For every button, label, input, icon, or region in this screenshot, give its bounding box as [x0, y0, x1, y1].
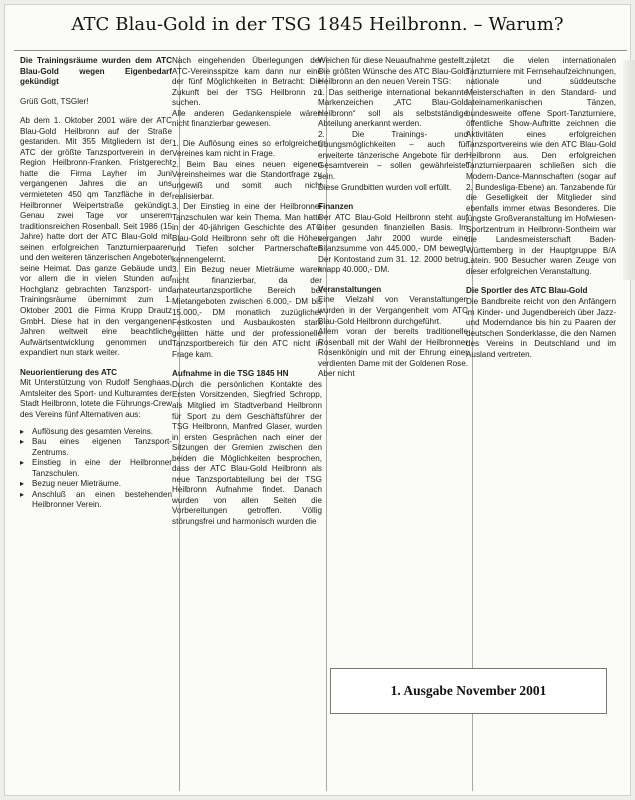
col2-item-2: 2. Beim Bau eines neuen eigenen Vereinsheimes war die Standortfrage zu ungewiß und somit auch nicht realisierbar. [172, 159, 322, 201]
col4-paragraph-2: Die Bandbreite reicht von den Anfängern im Kinder- und Jugendbereich über Jazz- und Moderndance bis hin zu Paaren der deutschen Sonderklasse, die den Namen des Vereins in Deutschland und im Ausland vertreten. [466, 297, 616, 359]
col2-item-3: 3. Der Einstieg in eine der Heilbronner Tanzschulen war kein Thema. Man hatte in der 40-jährigen Geschichte des ATC Blau-Gold Heilbronn sehr oft die Höhen und Tiefen solcher Partnerschaften kennengelernt. [172, 202, 322, 264]
col1-paragraph-1: Ab dem 1. Oktober 2001 wäre der ATC Blau-Gold Heilbronn auf der Straße gestanden. Mit 355 Mitgliedern ist der ATC der größte Tanzsportverein in der Region Heilbronn-Franken. Fristgerecht hatte die Firma Layher im Juni vergangenen Jahres die an uns vermieteten 450 qm Tanzfläche in der Heilbronner Weipertstraße gekündigt. Genau zwei Tage vor unserem traditionsreichen Rosenball. Seit 1986 (15 Jahre) hatte dort der ATC Blau-Gold mit seinen erfolgreichen Tanzturnierpaaren und den weiteren tänzerischen Angeboten seine Heimat. Das ganze Gebäude und vor allem die in vielen Stunden auf Hochglanz gebrachten Tanzsport- und Trainingsräume übernimmt zum 1. Oktober 2001 die Firma Krupp Drautz GmbH. Diese hat in den vergangenen Jahren weltweit eine beachtliche Aufwärtsentwicklung genommen und expandiert nun stark weiter. [20, 116, 172, 358]
list-item: ▸ Auflösung des gesamten Vereins. [20, 426, 154, 436]
alternatives-list [20, 427, 172, 511]
col3-paragraph-7: Eine Vielzahl von Veranstaltungen wurden in der Vergangenheit vom ATC Blau-Gold Heilbronn durchgeführt. [318, 295, 468, 326]
title-rule [14, 50, 627, 51]
col1-greeting: Grüß Gott, TSGler! [20, 96, 89, 106]
bullet-icon: ▸ [20, 489, 25, 499]
col2-item-1: 1. Die Auflösung eines so erfolgreichen Vereines kam nicht in Frage. [172, 138, 322, 159]
col2-paragraph-3: Durch die persönlichen Kontakte des Ersten Vorsitzenden, Siegfried Schropp, als Mitglied im Stadtverband Heilbronn für Sport zu dem Geschäftsführer der TSG Heilbronn, Manfred Glaser, wurden in ersten Gesprächen nach einer der Sitzungen der Gremien zwischen den beiden die Möglichkeiten besprochen, dass der ATC Blau-Gold Heilbronn als neue Tanzsportabteilung bei der TSG Heilbronn Aufnahme findet. Danach wurden von allen Seiten die Vorbereitungen getroffen. Völlig störungsfrei und harmonisch wurden die [172, 379, 322, 526]
bullet-icon: ▸ [20, 479, 25, 489]
bullet-icon: ▸ [20, 458, 25, 468]
bullet-icon: ▸ [20, 437, 25, 447]
column-3 [318, 56, 468, 389]
col3-paragraph-1: Weichen für diese Neuaufnahme gestellt. [318, 56, 467, 65]
col3-paragraph-6: Der ATC Blau-Gold Heilbronn steht auf einer gesunden finanziellen Basis. Im vergangen Jahr 2000 wurde eine Bilanzsumme von 445.000,- DM bewegt. Der Kontostand zum 31. 12. 2000 betrug knapp 40.000,- DM. [318, 212, 468, 275]
col1-heading: Die Trainingsräume wurden dem ATC Blau-Gold wegen Eigenbedarf gekündigt [20, 56, 172, 87]
list-item: ▸ Anschluß an einen bestehenden Heilbronner Verein. [20, 489, 172, 510]
col3-paragraph-5: Diese Grundbitten wurden voll erfüllt. [318, 182, 452, 192]
col4-paragraph-1: zuletzt die vielen internationalen Tanzturniere mit Fernsehaufzeichnungen, nationale und süddeutsche Meisterschaften in den Standard- und lateinamerikanischen Tänzen, bundesweite offene Sport-Tanzturniere, öffentliche Show-Auftritte zeichnen die Aktivitäten eines erfolgreichen Tanzsportvereins wie den ATC Blau-Gold Heilbronn aus. Den erfolgreichen Tanzturnierpaaren schließen sich die Modern-Dance-Mannschaften (sogar auf 2. Bundesliga-Ebene) an. Tanzabende für die Geselligkeit der Mitglieder sind ebenfalls immer etwas Besonderes. Die jüngste Großveranstaltung im Hofwiesen-Sportzentrum in Heilbronn-Sontheim war die Landesmeisterschaft Baden-Württemberg in der Hauptgruppe B/A Latein. 900 Besucher waren Zeuge von dieser erfolgreichen Veranstaltung. [466, 56, 616, 276]
col4-heading: Die Sportler des ATC Blau-Gold [466, 286, 588, 296]
article-title: ATC Blau-Gold in der TSG 1845 Heilbronn. – Warum? [71, 14, 564, 35]
col3-paragraph-8: Allem voran der bereits traditionelle Rosenball mit der Wahl der Heilbronner Rosenkönigin und mit der Ehrung einer verdienten Dame mit der Goldenen Rose. Aber nicht [318, 327, 468, 379]
list-item: ▸ Einstieg in eine der Heilbronner Tanzschulen. [20, 458, 172, 478]
page-edge-shadow [623, 60, 635, 280]
list-item: ▸ Bezug neuer Mieträume. [20, 479, 121, 489]
col1-heading-2: Neuorientierung des ATC [20, 367, 118, 377]
col2-paragraph-1: Nach eingehenden Überlegungen der ATC-Vereinsspitze kam dann nur eine der fünf Möglichkeiten in Betracht: Die Zukunft bei der TSG Heilbronn zu suchen. [172, 56, 322, 108]
col2-item-4: 3. Ein Bezug neuer Mieträume waren nicht finanzierbar, da der amateurtanzsportliche Bereich bei Mietangeboten zwischen 6.000,- DM bis 15.000,- DM monatlich zuzüglicher Festkosten und Ausbaukosten stark gelitten hätte und der professionelle Tanzsportbereich für den ATC nicht in Frage kam. [172, 265, 322, 359]
col2-paragraph-2: Alle anderen Gedankenspiele wären nicht finanzierbar gewesen. [172, 108, 322, 129]
col3-heading: Finanzen [318, 202, 354, 212]
issue-label: 1. Ausgabe November 2001 [390, 683, 547, 698]
issue-box [330, 668, 607, 714]
column-2 [172, 56, 322, 537]
col2-heading: Aufnahme in die TSG 1845 HN [172, 369, 289, 379]
col3-paragraph-4: 2. Die Trainings- und Übungsmöglichkeiten – auch für erweiterte tänzerische Angebote für den Gesamtverein – sollen gewährleistet sein. [318, 129, 468, 182]
col3-paragraph-3: 1. Das seitherige international bekannte Markenzeichen „ATC Blau-Gold Heilbronn“ soll als selbstständige Abteilung anerkannt werden. [318, 87, 468, 129]
col3-paragraph-2: Die größten Wünsche des ATC Blau-Gold Heilbronn an den neuen Verein TSG: [318, 66, 468, 87]
bullet-icon: ▸ [20, 426, 25, 436]
list-item: ▸ Bau eines eigenen Tanzsport-Zentrums. [20, 437, 172, 457]
col1-paragraph-2: Mit Unterstützung von Rudolf Senghaas, Amtsleiter des Sport- und Kulturamtes der Stadt Heilbronn, lotete die Führungs-Crew des Vereins fünf Alternativen aus: [20, 378, 172, 419]
column-1 [20, 56, 172, 511]
col3-heading-2: Veranstaltungen [318, 284, 382, 294]
column-4 [466, 56, 616, 369]
